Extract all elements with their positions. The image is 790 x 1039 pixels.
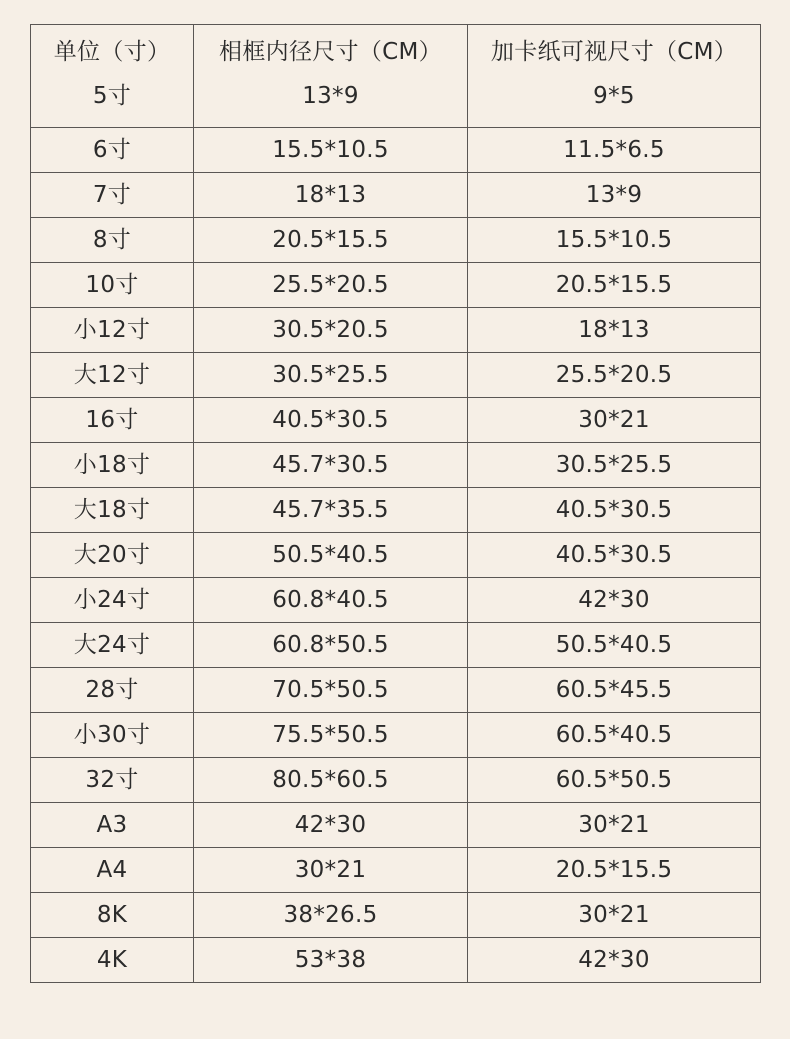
- cell-mat-visible-size: 9*5: [593, 83, 635, 109]
- cell-mat-visible-size: 30*21: [468, 803, 761, 848]
- cell-mat-visible-size: 30*21: [468, 398, 761, 443]
- header-mat-visible-size-label: 加卡纸可视尺寸（CM）: [490, 39, 738, 65]
- cell-frame-inner-size: 80.5*60.5: [194, 758, 468, 803]
- table-row: [31, 173, 761, 218]
- cell-unit: 8寸: [31, 218, 194, 263]
- cell-frame-inner-size: 30.5*25.5: [194, 353, 468, 398]
- header-cell-unit: [31, 25, 194, 128]
- header-cell-mat-visible-size: [468, 25, 761, 128]
- cell-unit: 16寸: [31, 398, 194, 443]
- cell-mat-visible-size: 11.5*6.5: [468, 128, 761, 173]
- table-row: [31, 803, 761, 848]
- cell-frame-inner-size: 50.5*40.5: [194, 533, 468, 578]
- cell-frame-inner-size: 45.7*30.5: [194, 443, 468, 488]
- cell-frame-inner-size: 40.5*30.5: [194, 398, 468, 443]
- cell-unit: 大24寸: [31, 623, 194, 668]
- cell-frame-inner-size: 15.5*10.5: [194, 128, 468, 173]
- cell-frame-inner-size: 38*26.5: [194, 893, 468, 938]
- table-row: [31, 308, 761, 353]
- cell-mat-visible-size: 20.5*15.5: [468, 848, 761, 893]
- table-row: [31, 218, 761, 263]
- cell-frame-inner-size: 75.5*50.5: [194, 713, 468, 758]
- cell-unit: 8K: [31, 893, 194, 938]
- cell-unit: 大12寸: [31, 353, 194, 398]
- header-cell-frame-inner-size: [194, 25, 468, 128]
- table-row: [31, 623, 761, 668]
- table-row: [31, 533, 761, 578]
- cell-mat-visible-size: 25.5*20.5: [468, 353, 761, 398]
- cell-mat-visible-size: 40.5*30.5: [468, 533, 761, 578]
- table-row: [31, 758, 761, 803]
- cell-mat-visible-size: 60.5*40.5: [468, 713, 761, 758]
- table-row: [31, 848, 761, 893]
- table-header-row: [31, 25, 761, 128]
- cell-mat-visible-size: 40.5*30.5: [468, 488, 761, 533]
- cell-frame-inner-size: 20.5*15.5: [194, 218, 468, 263]
- cell-unit: 7寸: [31, 173, 194, 218]
- cell-frame-inner-size: 45.7*35.5: [194, 488, 468, 533]
- cell-mat-visible-size: 30.5*25.5: [468, 443, 761, 488]
- cell-frame-inner-size: 30*21: [194, 848, 468, 893]
- cell-unit: A3: [31, 803, 194, 848]
- cell-unit: 小30寸: [31, 713, 194, 758]
- cell-frame-inner-size: 60.8*50.5: [194, 623, 468, 668]
- cell-mat-visible-size: 13*9: [468, 173, 761, 218]
- cell-mat-visible-size: 18*13: [468, 308, 761, 353]
- cell-mat-visible-size: 30*21: [468, 893, 761, 938]
- cell-frame-inner-size: 13*9: [302, 83, 359, 109]
- cell-unit: 大20寸: [31, 533, 194, 578]
- header-unit-label: 单位（寸）: [53, 39, 171, 65]
- cell-unit: 小12寸: [31, 308, 194, 353]
- cell-mat-visible-size: 50.5*40.5: [468, 623, 761, 668]
- cell-unit: 10寸: [31, 263, 194, 308]
- table-row: [31, 128, 761, 173]
- cell-unit: 28寸: [31, 668, 194, 713]
- cell-mat-visible-size: 20.5*15.5: [468, 263, 761, 308]
- cell-frame-inner-size: 42*30: [194, 803, 468, 848]
- table-row: [31, 398, 761, 443]
- cell-frame-inner-size: 25.5*20.5: [194, 263, 468, 308]
- cell-frame-inner-size: 18*13: [194, 173, 468, 218]
- cell-mat-visible-size: 15.5*10.5: [468, 218, 761, 263]
- table-row: [31, 713, 761, 758]
- table-row: [31, 443, 761, 488]
- cell-mat-visible-size: 42*30: [468, 938, 761, 983]
- cell-unit: 大18寸: [31, 488, 194, 533]
- table-row: [31, 488, 761, 533]
- cell-unit: 32寸: [31, 758, 194, 803]
- table-body: [31, 25, 761, 983]
- cell-mat-visible-size: 60.5*50.5: [468, 758, 761, 803]
- table-row: [31, 893, 761, 938]
- cell-mat-visible-size: 60.5*45.5: [468, 668, 761, 713]
- cell-unit: 小18寸: [31, 443, 194, 488]
- cell-frame-inner-size: 30.5*20.5: [194, 308, 468, 353]
- table-row: [31, 578, 761, 623]
- cell-mat-visible-size: 42*30: [468, 578, 761, 623]
- cell-frame-inner-size: 70.5*50.5: [194, 668, 468, 713]
- cell-unit: A4: [31, 848, 194, 893]
- cell-unit: 4K: [31, 938, 194, 983]
- cell-unit: 6寸: [31, 128, 194, 173]
- size-chart-table: [30, 24, 761, 983]
- table-row: [31, 668, 761, 713]
- cell-frame-inner-size: 53*38: [194, 938, 468, 983]
- table-row: [31, 353, 761, 398]
- table-row: [31, 938, 761, 983]
- table-row: [31, 263, 761, 308]
- cell-frame-inner-size: 60.8*40.5: [194, 578, 468, 623]
- cell-unit: 小24寸: [31, 578, 194, 623]
- header-frame-inner-size-label: 相框内径尺寸（CM）: [219, 39, 442, 65]
- cell-unit: 5寸: [92, 83, 132, 109]
